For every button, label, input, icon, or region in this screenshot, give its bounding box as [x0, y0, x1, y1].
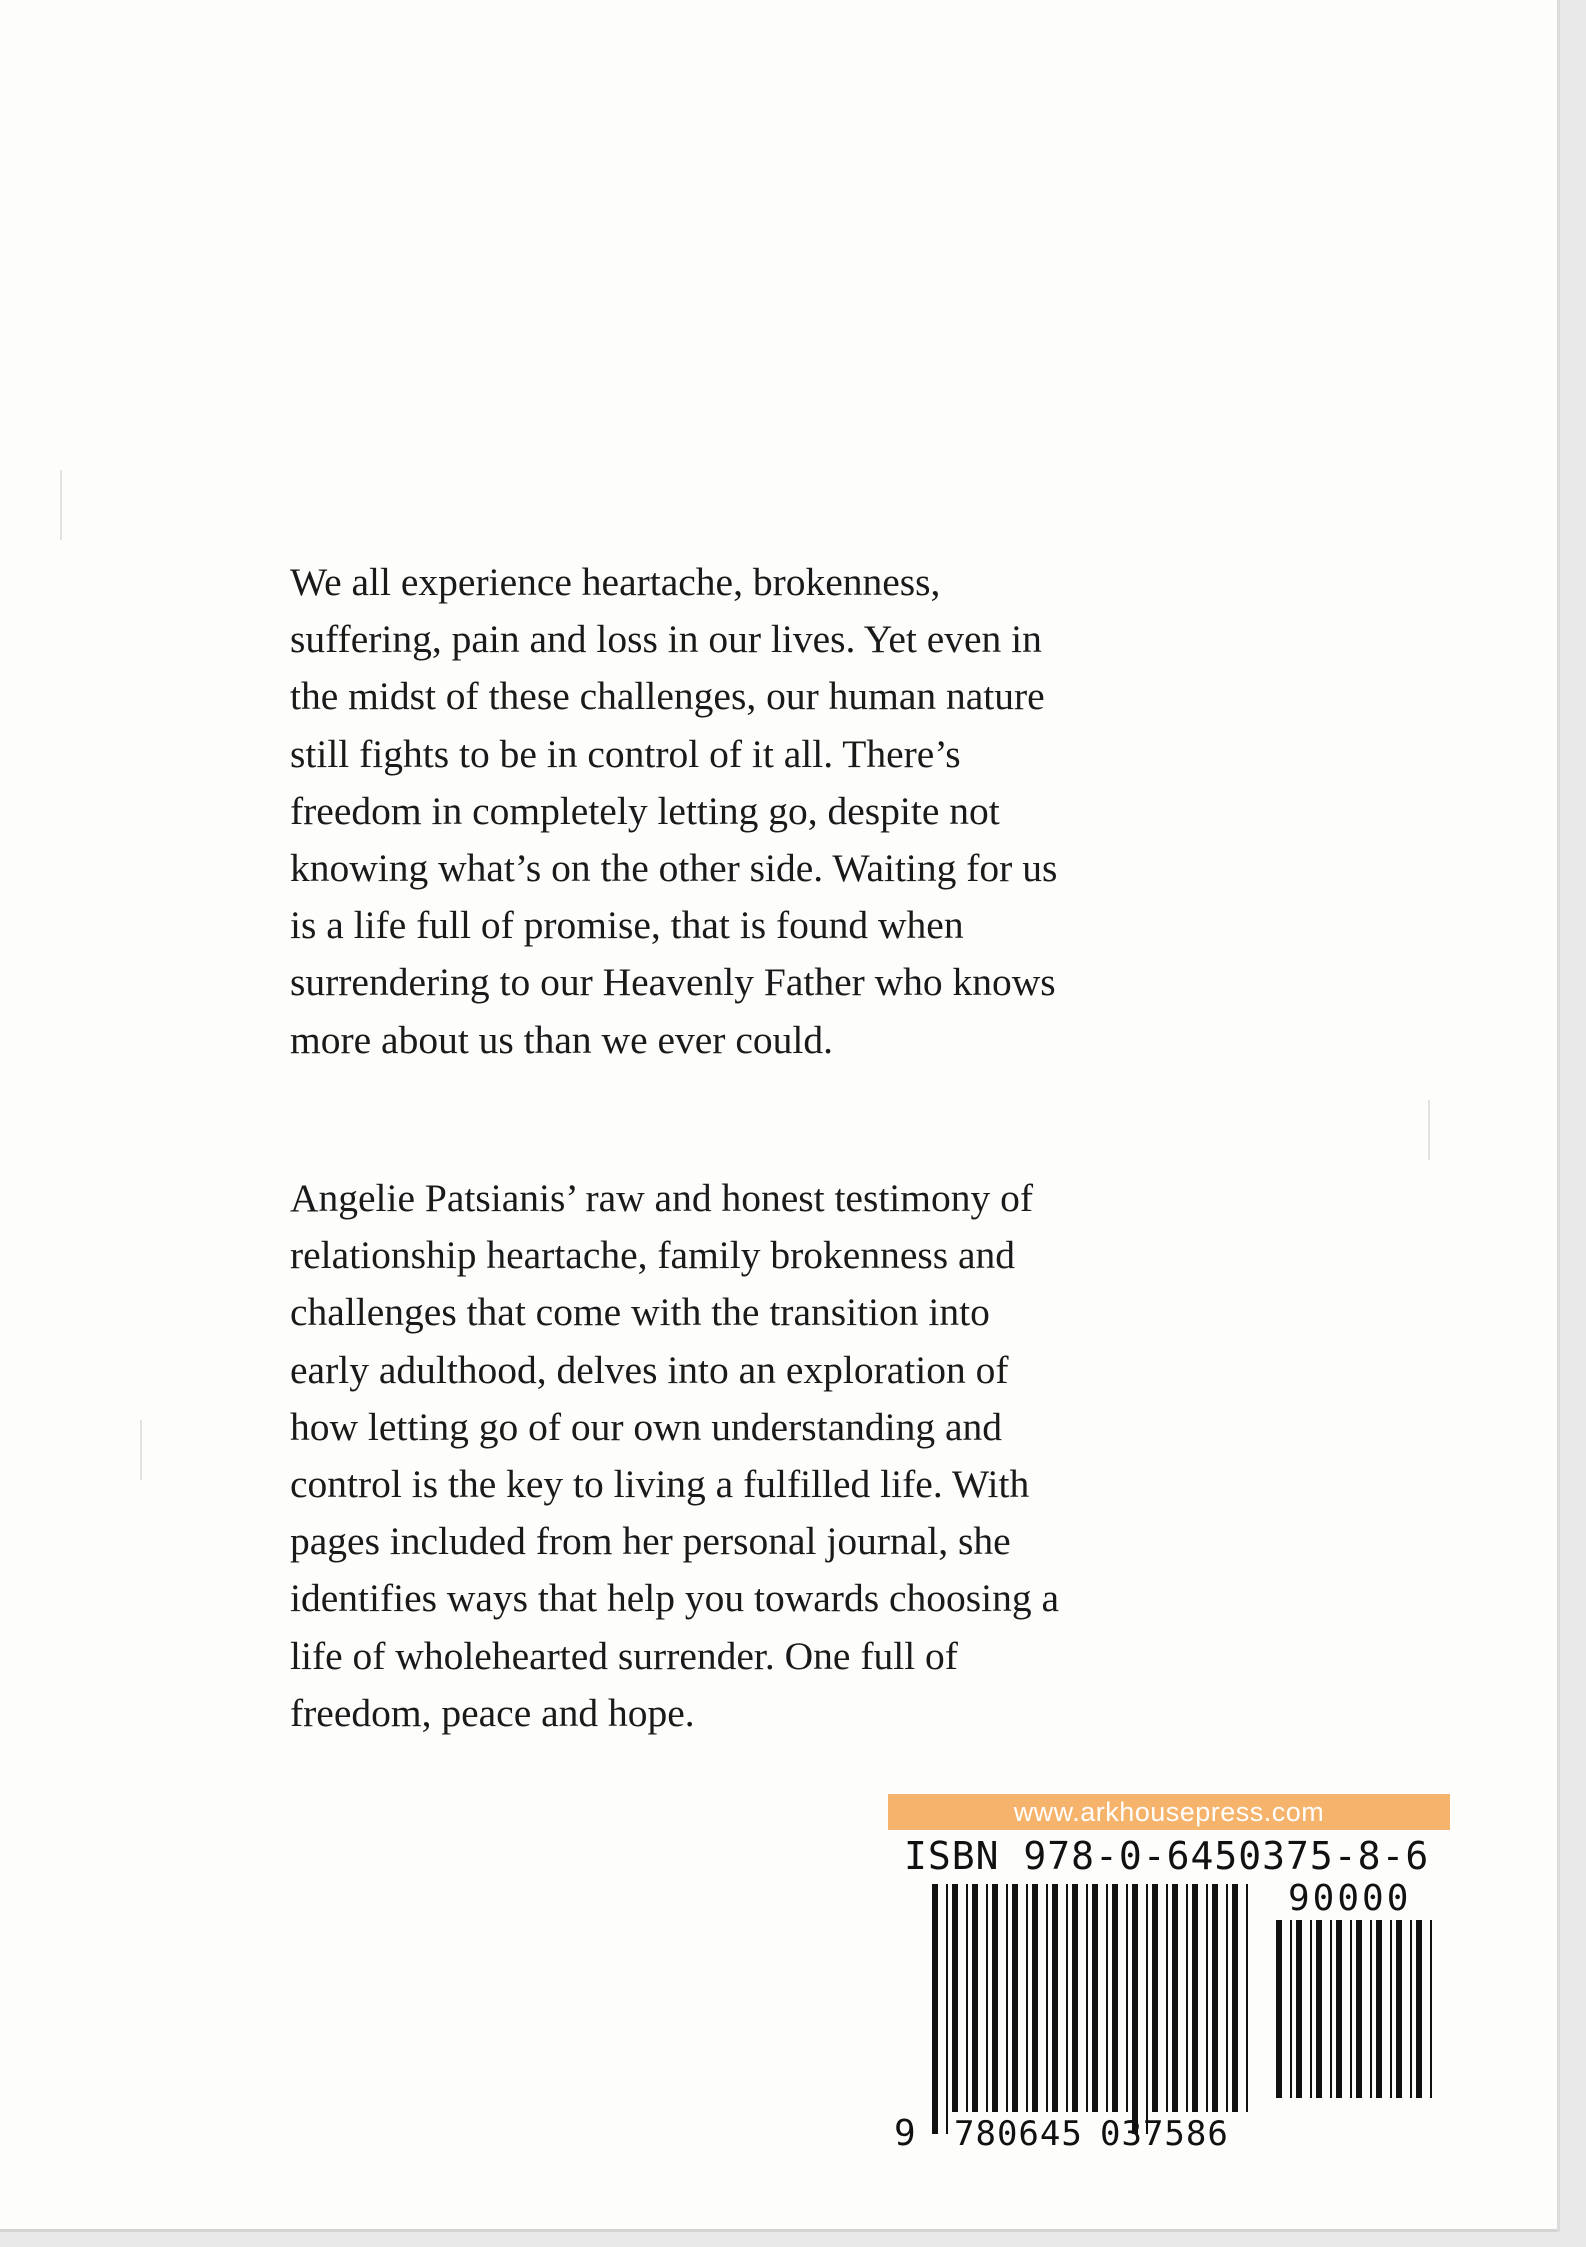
cover-scuff-mark	[60, 470, 62, 540]
blurb-line: challenges that come with the transition into	[290, 1290, 990, 1335]
barcode-bar	[1006, 1884, 1008, 2112]
barcode-bar	[1192, 1884, 1198, 2112]
barcode-bar	[1132, 1884, 1138, 2134]
barcode-bar	[1086, 1884, 1088, 2112]
barcode-bar	[1416, 1920, 1422, 2098]
barcode-bar	[1152, 1884, 1158, 2112]
blurb-line: more about us than we ever could.	[290, 1017, 833, 1062]
blurb-line: identifies ways that help you towards choosing a	[290, 1576, 1059, 1621]
barcode-bar	[1396, 1920, 1402, 2098]
blurb-line: is a life full of promise, that is found when	[290, 903, 964, 948]
addon-barcode-bars	[1276, 1920, 1436, 2120]
blurb-line: freedom, peace and hope.	[290, 1690, 695, 1735]
blurb-line: still fights to be in control of it all. There’s	[290, 731, 961, 776]
barcode-bar	[1052, 1884, 1058, 2112]
blurb-line: Angelie Patsianis’ raw and honest testimony of	[290, 1176, 1034, 1220]
barcode-bar	[1232, 1884, 1238, 2112]
blurb-line: pages included from her personal journal, she	[290, 1519, 1011, 1564]
blurb-line: life of wholehearted surrender. One full of	[290, 1633, 958, 1678]
barcode-bar	[1430, 1920, 1432, 2098]
barcode-bar	[1146, 1884, 1148, 2134]
barcode-bar	[1296, 1920, 1302, 2098]
ean-barcode-bars	[932, 1884, 1248, 2134]
barcode-bar	[1246, 1884, 1248, 2112]
barcode-bar	[972, 1884, 978, 2112]
blurb-line: control is the key to living a fulfilled life. With	[290, 1462, 1030, 1507]
barcode-bar	[1112, 1884, 1118, 2112]
blurb-line: suffering, pain and loss in our lives. Yet even in	[290, 617, 1042, 662]
isbn-number: ISBN 978-0-6450375-8-6	[904, 1834, 1430, 1878]
addon-barcode-graphic	[1276, 1920, 1436, 2120]
barcode-bar	[1290, 1920, 1292, 2098]
barcode-bar	[1410, 1920, 1412, 2098]
barcode-bar	[1316, 1920, 1322, 2098]
publisher-url: www.arkhousepress.com	[888, 1794, 1450, 1830]
cover-scuff-mark	[1428, 1100, 1430, 1160]
barcode-bar	[1330, 1920, 1332, 2098]
barcode-bar	[1356, 1920, 1362, 2098]
barcode-bar	[1046, 1884, 1048, 2112]
barcode-bar	[1012, 1884, 1018, 2112]
barcode-bar	[1276, 1920, 1282, 2098]
ean-left-digits: 780645	[954, 2114, 1083, 2154]
ean-first-digit: 9	[894, 2113, 916, 2154]
barcode-bar	[1172, 1884, 1178, 2112]
barcode-bar	[1226, 1884, 1228, 2112]
barcode-bar	[1026, 1884, 1028, 2112]
blurb-line: how letting go of our own understanding and	[290, 1404, 1002, 1449]
barcode-bar	[1066, 1884, 1068, 2112]
barcode-bar	[952, 1884, 958, 2112]
blurb-paragraph-2	[290, 1170, 1230, 1742]
barcode-bar	[1376, 1920, 1382, 2098]
blurb-line: We all experience heartache, brokenness,	[290, 560, 941, 604]
barcode-bar	[966, 1884, 968, 2112]
barcode-bar	[1370, 1920, 1372, 2098]
price-addon-digits: 90000	[1288, 1878, 1412, 1919]
barcode-bar	[946, 1884, 948, 2134]
barcode-bar	[932, 1884, 938, 2134]
barcode-bar	[986, 1884, 988, 2112]
blurb-line: surrendering to our Heavenly Father who knows	[290, 960, 1056, 1005]
barcode-bar	[1072, 1884, 1078, 2112]
barcode-bar	[1186, 1884, 1188, 2112]
blurb-line: the midst of these challenges, our human nature	[290, 674, 1045, 719]
barcode-bar	[992, 1884, 998, 2112]
blurb-line: freedom in completely letting go, despite not	[290, 788, 1000, 833]
barcode-bar	[1126, 1884, 1128, 2112]
barcode-bar	[1032, 1884, 1038, 2112]
barcode-bar	[1092, 1884, 1098, 2112]
ean-right-digits: 037586	[1100, 2114, 1229, 2154]
blurb-line: relationship heartache, family brokenness and	[290, 1233, 1016, 1278]
barcode-bar	[1206, 1884, 1208, 2112]
barcode-bar	[1310, 1920, 1312, 2098]
barcode-bar	[1390, 1920, 1392, 2098]
blurb-line: early adulthood, delves into an exploration of	[290, 1347, 1009, 1392]
barcode-bar	[1336, 1920, 1342, 2098]
blurb-line: knowing what’s on the other side. Waiting for us	[290, 846, 1058, 891]
barcode-bar	[1350, 1920, 1352, 2098]
ean-barcode-graphic	[932, 1884, 1248, 2134]
cover-scuff-mark	[140, 1420, 142, 1480]
barcode-bar	[1166, 1884, 1168, 2112]
blurb-paragraph-1	[290, 554, 1230, 1069]
barcode-bar	[1212, 1884, 1218, 2112]
barcode-bar	[1106, 1884, 1108, 2112]
